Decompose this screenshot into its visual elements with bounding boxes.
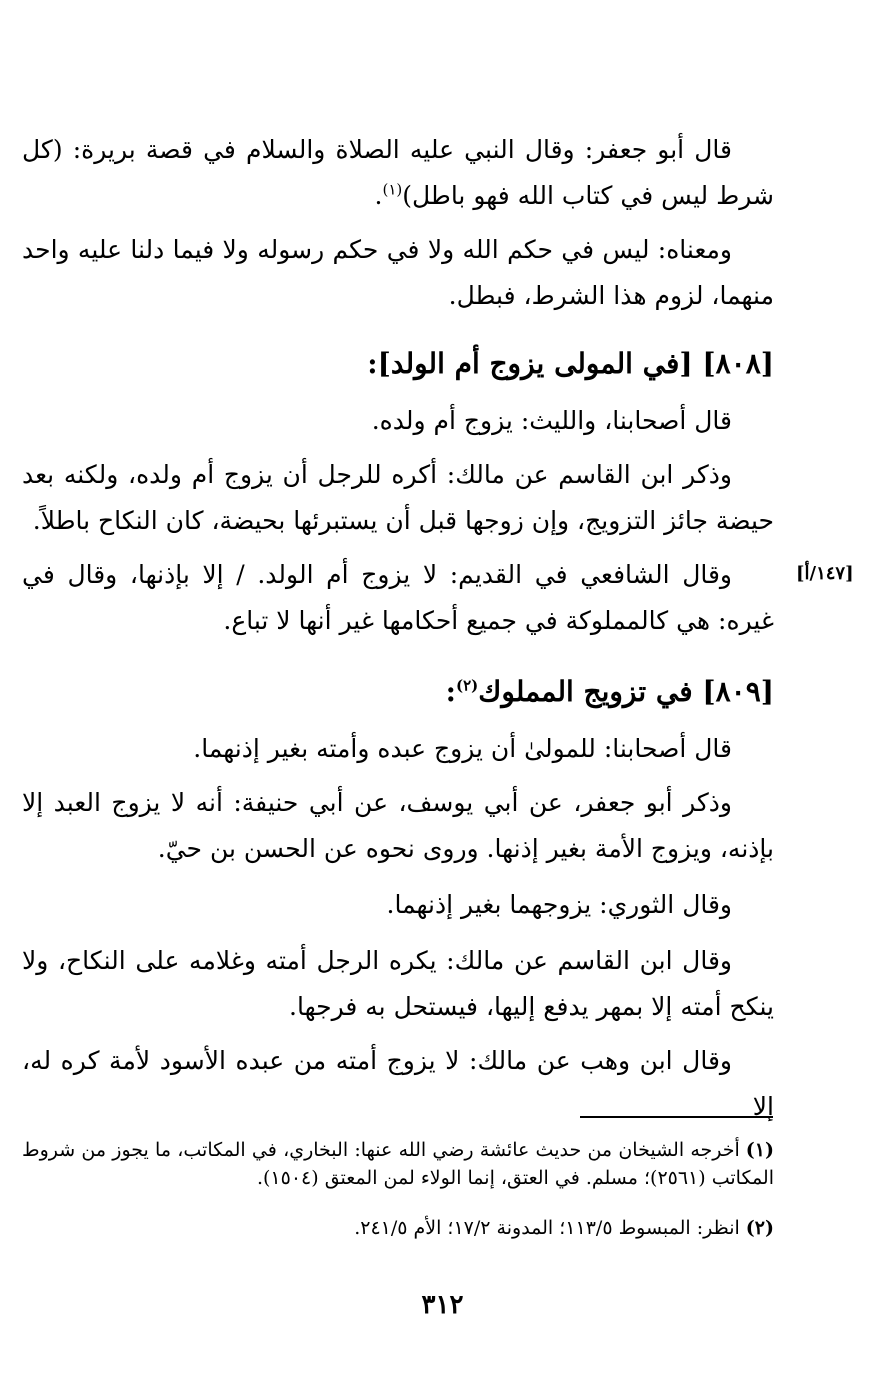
- footnote-marker-2[interactable]: (٢): [456, 676, 479, 695]
- paragraph-hadith: [22, 127, 774, 219]
- section-heading-809-text: [٨٠٩] في تزويج المملوك: [478, 675, 774, 708]
- paragraph-meaning: ومعناه: ليس في حكم الله ولا في حكم رسوله ولا فيما دلنا عليه واحد منهما، لزوم هذا الشرط، فبطل.: [22, 235, 774, 310]
- paragraph-text: قال أبو جعفر: وقال النبي عليه الصلاة والسلام في قصة بريرة: (كل شرط ليس في كتاب الله فهو باطل): [22, 135, 774, 210]
- paragraph-809-3: وقال الثوري: يزوجهما بغير إذنهما.: [386, 890, 732, 919]
- footnote-2: [22, 1214, 774, 1242]
- footnote-marker-1[interactable]: (١): [382, 180, 403, 199]
- paragraph-808-2: وذكر ابن القاسم عن مالك: أكره للرجل أن يزوج أم ولده، ولكنه بعد حيضة جائز التزويج، وإن زوجها قبل أن يستبرئها بحيضة، كان النكاح باطلاً.: [22, 460, 774, 535]
- footnote-text: أخرجه الشيخان من حديث عائشة رضي الله عنها: البخاري، في المكاتب، ما يجوز من شروط المكاتب (٢٥٦١)؛ مسلم. في العتق، إنما الولاء لمن المعتق (١٥٠٤).: [22, 1139, 774, 1189]
- paragraph-809-4: وقال ابن القاسم عن مالك: يكره الرجل أمته وغلامه على النكاح، ولا ينكح أمته إلا بمهر يدفع إليها، فيستحل به فرجها.: [22, 946, 774, 1021]
- manuscript-folio-reference: [١٤٧/أ]: [796, 563, 854, 584]
- section-heading-809: [22, 670, 774, 714]
- heading-colon: :: [445, 675, 456, 708]
- footnote-number: (٢): [745, 1217, 774, 1239]
- paragraph-809-1: قال أصحابنا: للمولىٰ أن يزوج عبده وأمته بغير إذنهما.: [193, 734, 732, 763]
- paragraph-809-2: وذكر أبو جعفر، عن أبي يوسف، عن أبي حنيفة: أنه لا يزوج العبد إلا بإذنه، ويزوج الأمة بغير إذنها. وروى نحوه عن الحسن بن حيّ.: [22, 788, 774, 863]
- footnote-text: انظر: المبسوط ١١٣/٥؛ المدونة ١٧/٢؛ الأم ٢٤١/٥.: [354, 1217, 740, 1239]
- paragraph-end: .: [374, 181, 383, 210]
- paragraph-808-3: وقال الشافعي في القديم: لا يزوج أم الولد. / إلا بإذنها، وقال في غيره: هي كالمملوكة في جميع أحكامها غير أنها لا تباع.: [22, 560, 774, 635]
- section-heading-808: [٨٠٨] [في المولى يزوج أم الولد]:: [367, 347, 774, 380]
- page-number: ٣١٢: [421, 1290, 464, 1320]
- paragraph-809-5: وقال ابن وهب عن مالك: لا يزوج أمته من عبده الأسود لأمة كره له، إلا: [22, 1046, 774, 1121]
- footnote-separator: [580, 1116, 773, 1118]
- footnote-number: (١): [745, 1139, 774, 1161]
- paragraph-808-1: قال أصحابنا، والليث: يزوج أم ولده.: [371, 406, 732, 435]
- footnote-1: [22, 1136, 774, 1192]
